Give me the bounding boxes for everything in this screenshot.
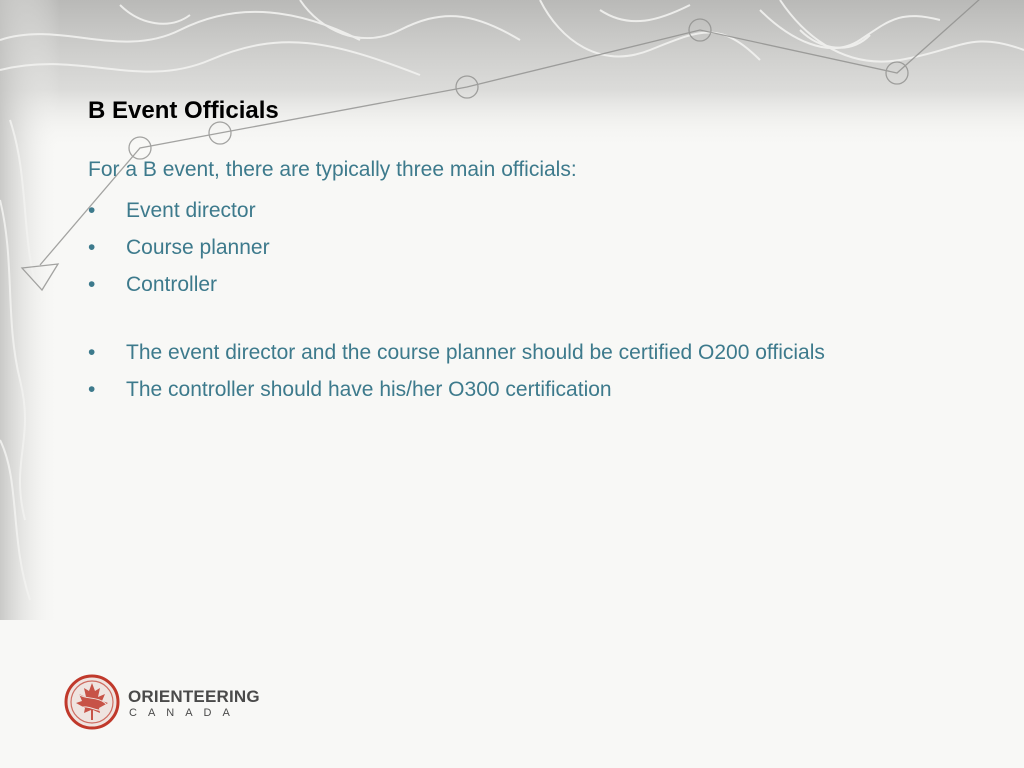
list-item (88, 337, 908, 368)
list-item-text: Event director (126, 199, 256, 222)
logo-text-orienteering: ORIENTEERING (128, 687, 260, 706)
slide-title: B Event Officials (88, 97, 279, 124)
maple-leaf-icon (64, 674, 120, 730)
list-item (88, 195, 908, 226)
intro-text: For a B event, there are typically three main officials: (88, 158, 577, 181)
list-item-text: Course planner (126, 236, 270, 259)
list-item-text: Controller (126, 273, 218, 296)
list-item-text: The event director and the course planner should be certified O200 officials (126, 341, 825, 364)
list-item-text: The controller should have his/her O300 certification (126, 378, 612, 401)
bullet-icon: • (88, 341, 96, 364)
bullet-icon: • (88, 236, 96, 259)
list-item (88, 269, 908, 300)
bullet-icon: • (88, 378, 96, 401)
logo-text-canada: CANADA (129, 707, 241, 719)
bullet-list (88, 195, 908, 411)
bullet-icon: • (88, 273, 96, 296)
list-item (88, 232, 908, 263)
orienteering-canada-logo (64, 674, 264, 730)
bullet-icon: • (88, 199, 96, 222)
list-item (88, 374, 908, 405)
